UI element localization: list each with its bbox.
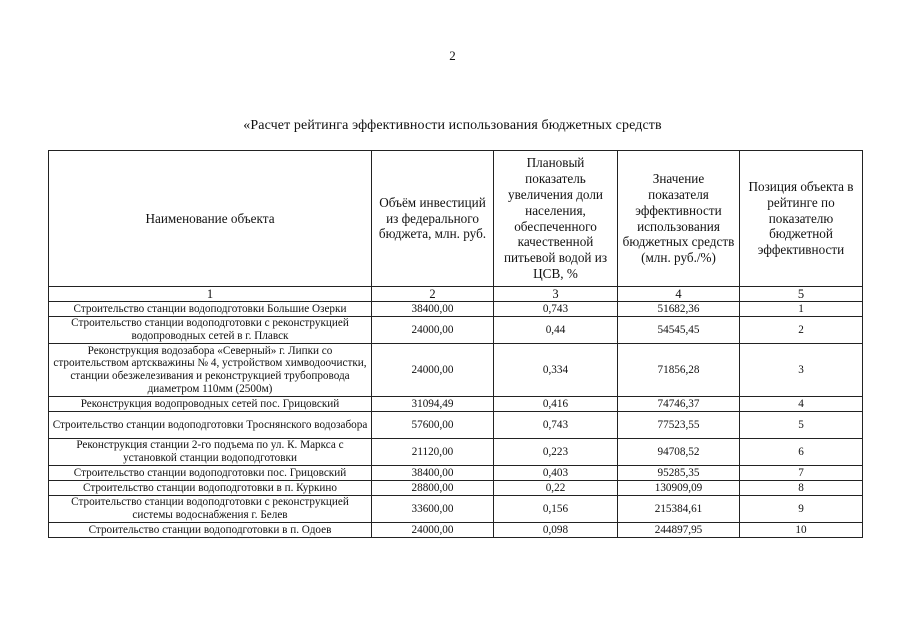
- object-name-cell: Строительство станции водоподготовки в п. Одоев: [49, 523, 372, 538]
- object-name-cell: Реконструкция водопроводных сетей пос. Грицовский: [49, 397, 372, 412]
- investment-cell: 38400,00: [372, 466, 494, 481]
- population-share-cell: 0,156: [494, 496, 618, 523]
- efficiency-cell: 54545,45: [618, 317, 740, 344]
- investment-cell: 28800,00: [372, 481, 494, 496]
- efficiency-cell: 51682,36: [618, 302, 740, 317]
- header-efficiency: Значение показателя эффективности использования бюджетных средств (млн. руб./%): [618, 151, 740, 287]
- rating-position-cell: 6: [740, 439, 863, 466]
- header-rating-position: Позиция объекта в рейтинге по показателю бюджетной эффективности: [740, 151, 863, 287]
- efficiency-cell: 74746,37: [618, 397, 740, 412]
- rating-position-cell: 4: [740, 397, 863, 412]
- efficiency-cell: 215384,61: [618, 496, 740, 523]
- population-share-cell: 0,403: [494, 466, 618, 481]
- column-number: 2: [372, 287, 494, 302]
- table-row: [49, 439, 863, 466]
- efficiency-cell: 130909,09: [618, 481, 740, 496]
- population-share-cell: 0,098: [494, 523, 618, 538]
- efficiency-cell: 71856,28: [618, 344, 740, 397]
- efficiency-cell: 95285,35: [618, 466, 740, 481]
- object-name-cell: Строительство станции водоподготовки Большие Озерки: [49, 302, 372, 317]
- efficiency-cell: 77523,55: [618, 412, 740, 439]
- table-row: [49, 397, 863, 412]
- rating-position-cell: 3: [740, 344, 863, 397]
- table-row: [49, 344, 863, 397]
- population-share-cell: 0,223: [494, 439, 618, 466]
- column-number: 4: [618, 287, 740, 302]
- rating-position-cell: 8: [740, 481, 863, 496]
- table-row: [49, 302, 863, 317]
- header-row: [49, 151, 863, 287]
- object-name-cell: Строительство станции водоподготовки с реконструкцией водопроводных сетей в г. Плавск: [49, 317, 372, 344]
- page-number: 2: [449, 48, 456, 63]
- population-share-cell: 0,334: [494, 344, 618, 397]
- rating-position-cell: 2: [740, 317, 863, 344]
- table-row: [49, 496, 863, 523]
- investment-cell: 38400,00: [372, 302, 494, 317]
- rating-position-cell: 1: [740, 302, 863, 317]
- table-row: [49, 317, 863, 344]
- population-share-cell: 0,743: [494, 412, 618, 439]
- investment-cell: 24000,00: [372, 344, 494, 397]
- header-investment: Объём инвестиций из федерального бюджета, млн. руб.: [372, 151, 494, 287]
- rating-position-cell: 5: [740, 412, 863, 439]
- population-share-cell: 0,416: [494, 397, 618, 412]
- investment-cell: 31094,49: [372, 397, 494, 412]
- document-title: «Расчет рейтинга эффективности использования бюджетных средств: [243, 118, 662, 133]
- investment-cell: 24000,00: [372, 523, 494, 538]
- efficiency-cell: 94708,52: [618, 439, 740, 466]
- rating-position-cell: 9: [740, 496, 863, 523]
- investment-cell: 33600,00: [372, 496, 494, 523]
- column-number: 1: [49, 287, 372, 302]
- column-number-row: [49, 287, 863, 302]
- object-name-cell: Строительство станции водоподготовки пос. Грицовский: [49, 466, 372, 481]
- header-object-name: Наименование объекта: [49, 151, 372, 287]
- population-share-cell: 0,22: [494, 481, 618, 496]
- object-name-cell: Реконструкция водозабора «Северный» г. Липки со строительством артскважины № 4, устройством химводоочистки, станции обезжелезивания и реконструкцией трубопровода диаметром 110мм (2500м): [49, 344, 372, 397]
- column-number: 5: [740, 287, 863, 302]
- rating-position-cell: 7: [740, 466, 863, 481]
- population-share-cell: 0,743: [494, 302, 618, 317]
- object-name-cell: Реконструкция станции 2-го подъема по ул. К. Маркса с установкой станции водоподготовки: [49, 439, 372, 466]
- table-row: [49, 466, 863, 481]
- object-name-cell: Строительство станции водоподготовки с реконструкцией системы водоснабжения г. Белев: [49, 496, 372, 523]
- object-name-cell: Строительство станции водоподготовки в п. Куркино: [49, 481, 372, 496]
- investment-cell: 24000,00: [372, 317, 494, 344]
- table-row: [49, 481, 863, 496]
- table-row: [49, 412, 863, 439]
- investment-cell: 21120,00: [372, 439, 494, 466]
- population-share-cell: 0,44: [494, 317, 618, 344]
- investment-cell: 57600,00: [372, 412, 494, 439]
- object-name-cell: Строительство станции водоподготовки Троснянского водозабора: [49, 412, 372, 439]
- efficiency-cell: 244897,95: [618, 523, 740, 538]
- rating-position-cell: 10: [740, 523, 863, 538]
- header-population-share: Плановый показатель увеличения доли населения, обеспеченного качественной питьевой водой из ЦСВ, %: [494, 151, 618, 287]
- table-row: [49, 523, 863, 538]
- column-number: 3: [494, 287, 618, 302]
- rating-table: [48, 150, 863, 538]
